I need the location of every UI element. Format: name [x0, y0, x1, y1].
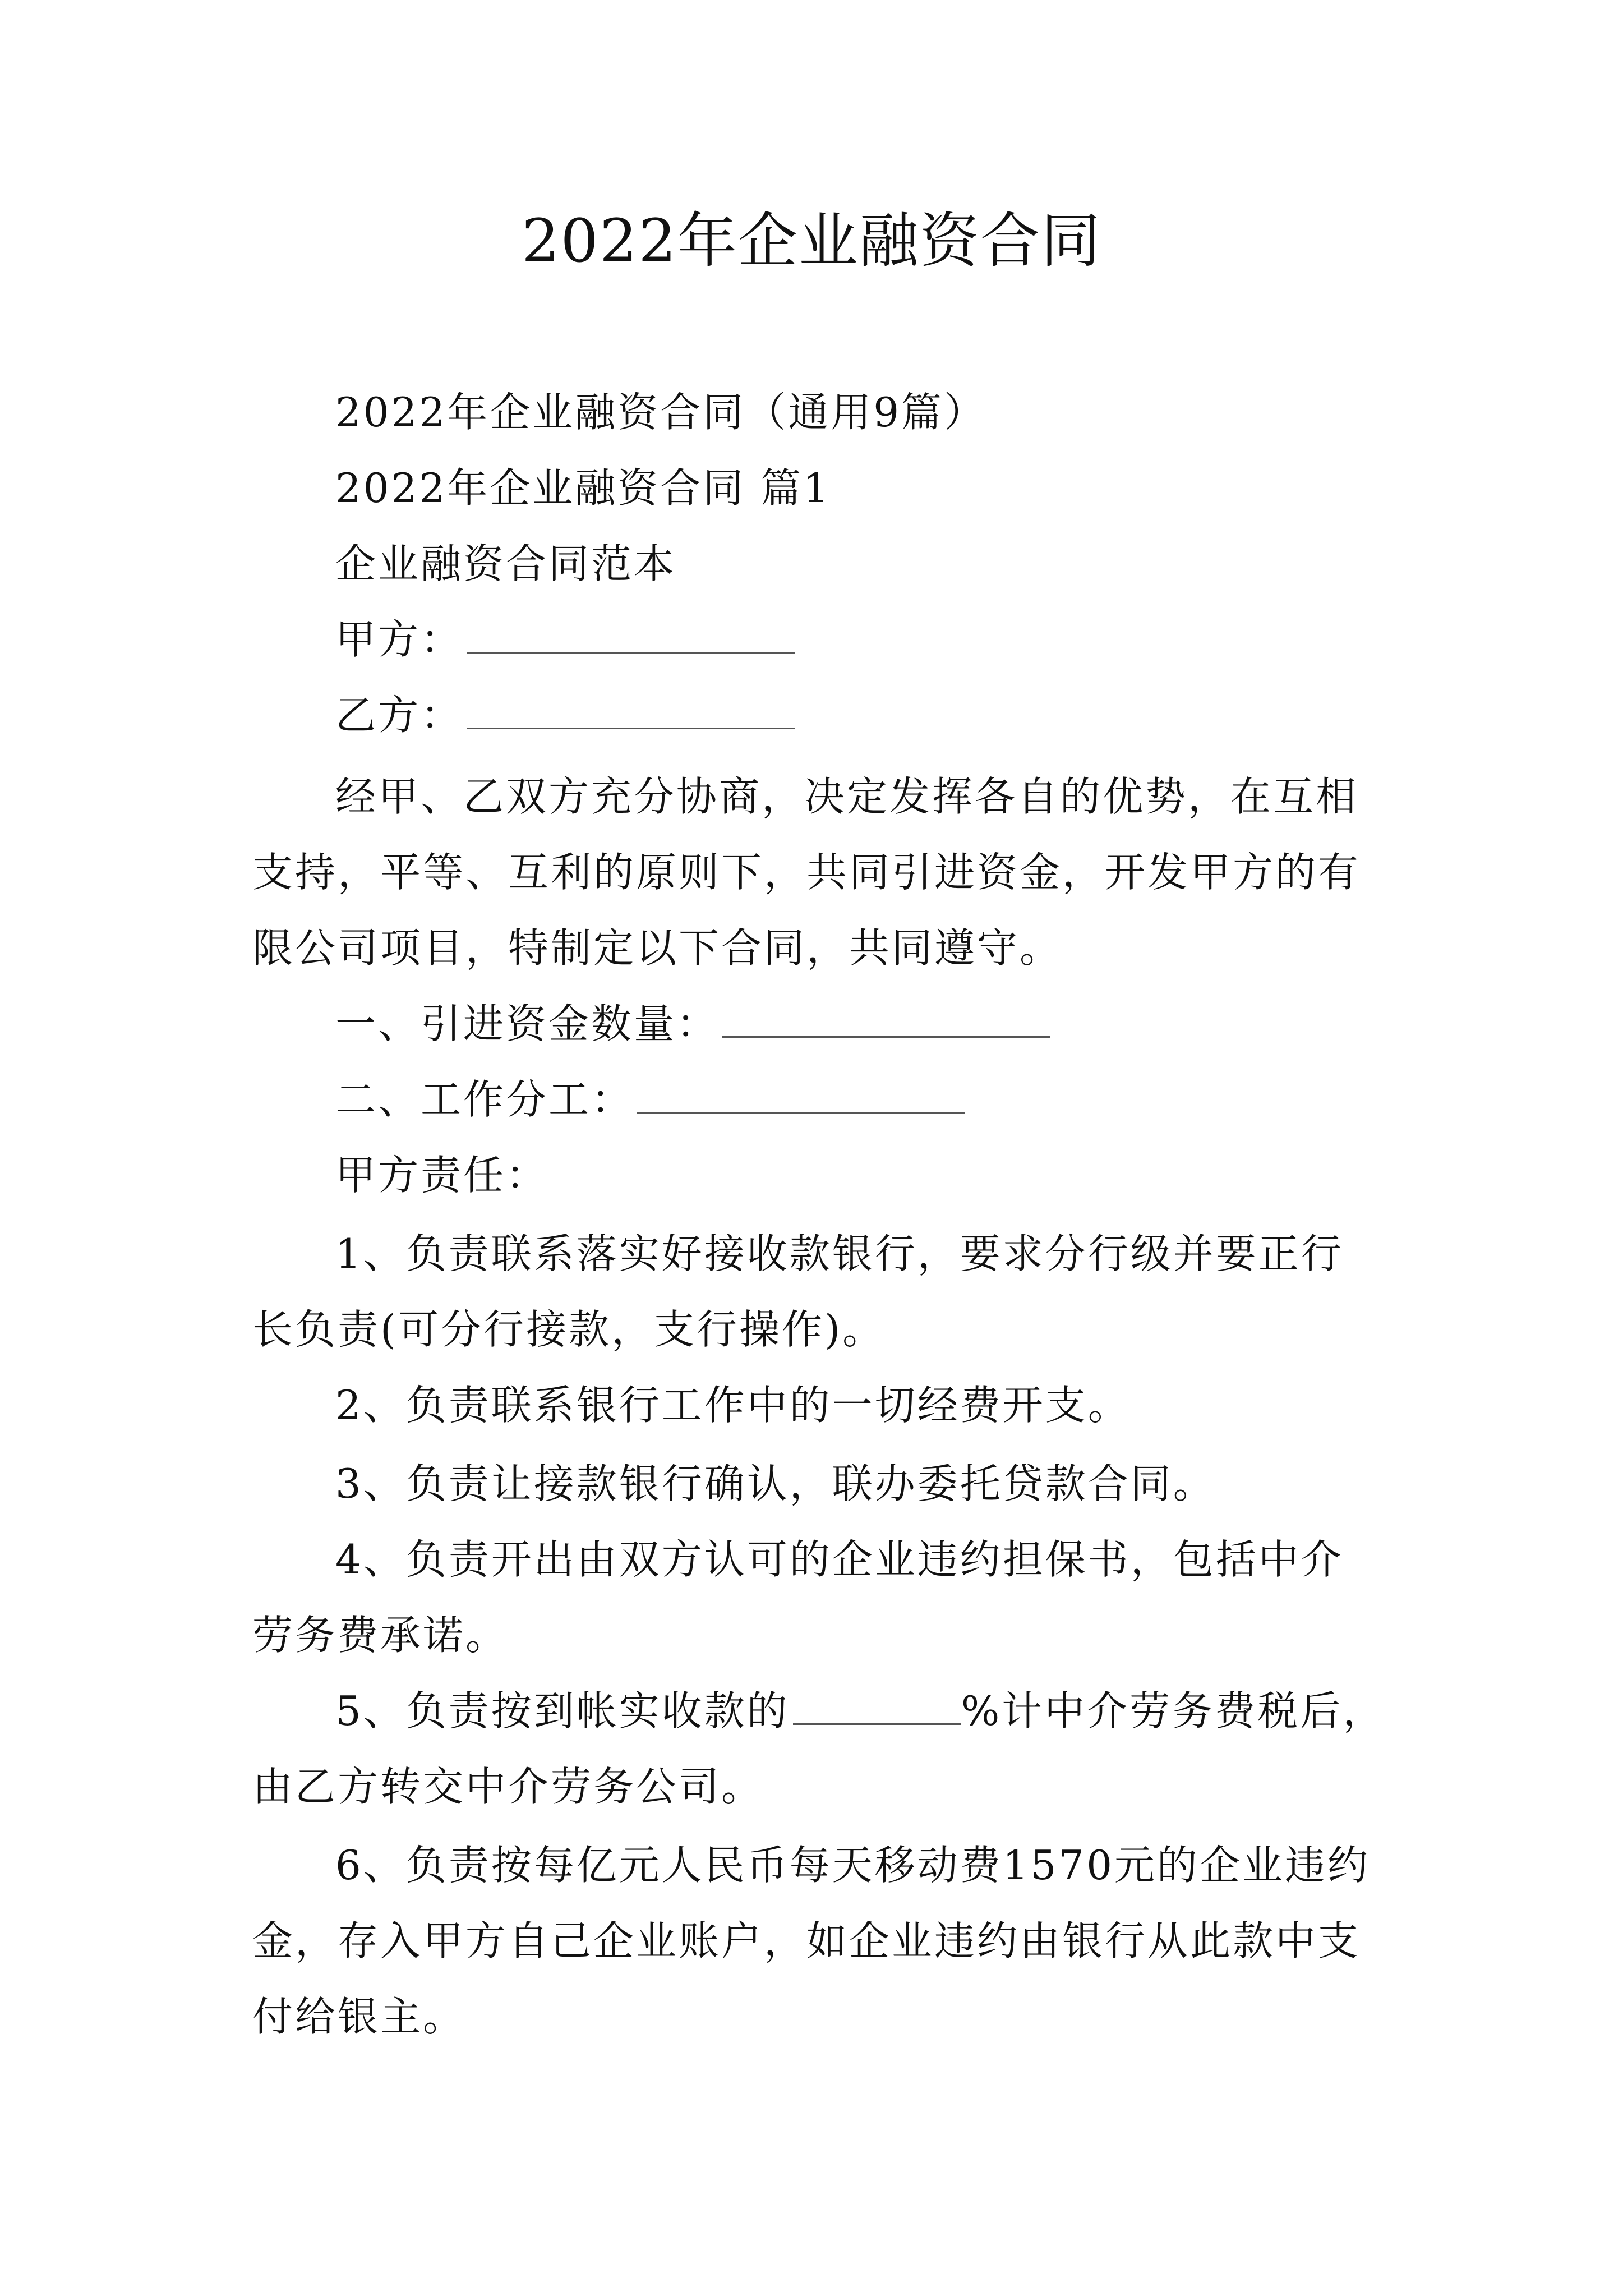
party-b-blank	[467, 688, 795, 729]
duty1-line-2: 长负责(可分行接款，支行操作)。	[252, 1306, 886, 1353]
section-heading: 2022年企业融资合同 篇1	[335, 464, 831, 512]
item-funds-label: 一、引进资金数量：	[335, 1000, 720, 1047]
party-a-line	[335, 609, 795, 670]
duty6-line-1: 6、负责按每亿元人民币每天移动费1570元的企业违约	[335, 1842, 1371, 1889]
intro-line-3: 限公司项目，特制定以下合同，共同遵守。	[252, 924, 1063, 972]
item-funds-line	[335, 993, 1050, 1055]
duty3-line: 3、负责让接款银行确认，联办委托贷款合同。	[335, 1460, 1216, 1507]
duty4-line-2: 劳务费承诺。	[252, 1612, 509, 1659]
item-division-line	[335, 1069, 965, 1130]
party-a-duty-label: 甲方责任：	[335, 1152, 549, 1199]
duty4-line-1: 4、负责开出由双方认可的企业违约担保书，包括中介	[335, 1536, 1344, 1583]
party-a-label: 甲方：	[335, 616, 464, 663]
item-funds-blank	[722, 997, 1050, 1038]
contract-heading: 企业融资合同范本	[335, 540, 677, 587]
item-division-blank	[637, 1073, 965, 1114]
duty5-line-1	[335, 1680, 1385, 1742]
document-subtitle: 2022年企业融资合同（通用9篇）	[335, 389, 987, 436]
party-b-label: 乙方：	[335, 692, 464, 739]
duty1-line-1: 1、负责联系落实好接收款银行，要求分行级并要正行	[335, 1230, 1344, 1277]
duty5-pre: 5、负责按到帐实收款的	[335, 1687, 790, 1734]
item-division-label: 二、工作分工：	[335, 1076, 634, 1123]
duty6-line-2: 金，存入甲方自己企业账户，如企业违约由银行从此款中支	[252, 1917, 1361, 1964]
document-title: 2022年企业融资合同	[522, 206, 1101, 275]
duty5-blank	[793, 1684, 961, 1725]
duty2-line: 2、负责联系银行工作中的一切经费开支。	[335, 1382, 1131, 1429]
intro-line-2: 支持，平等、互利的原则下，共同引进资金，开发甲方的有	[252, 849, 1361, 896]
party-a-blank	[467, 613, 795, 654]
intro-line-1: 经甲、乙双方充分协商，决定发挥各自的优势，在互相	[335, 773, 1359, 820]
party-b-line	[335, 684, 795, 746]
duty6-line-3: 付给银主。	[252, 1993, 466, 2040]
duty5-post: %计中介劳务费税后，	[961, 1687, 1386, 1734]
duty5-line-2: 由乙方转交中介劳务公司。	[252, 1763, 764, 1810]
